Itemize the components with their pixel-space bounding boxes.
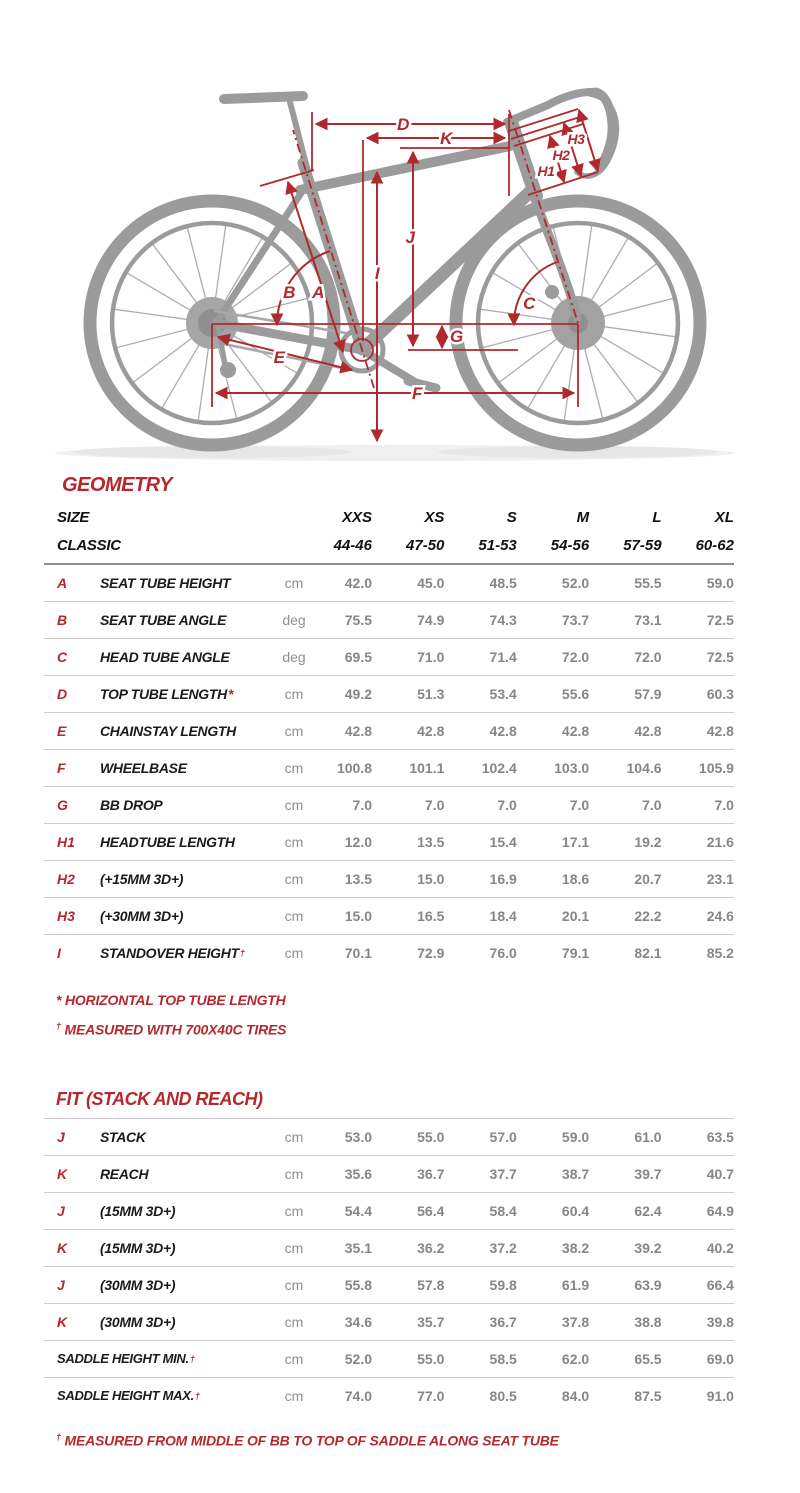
column-header-xs: XS [424,508,445,526]
value-cell: 66.4 [706,1276,734,1293]
value-cell: 71.4 [489,649,517,665]
value-cell: 13.5 [344,871,372,887]
value-cell: 18.4 [489,908,517,924]
value-cell: 76.0 [489,945,517,961]
value-cell: 42.8 [417,723,445,739]
value-cell: 105.9 [698,760,734,776]
value-cell: 103.0 [554,760,590,776]
value-cell: 61.9 [561,1276,590,1293]
row-name: (30MM 3D+) [100,1276,176,1293]
footnote-marker: † [239,948,245,958]
classic-header-label: CLASSIC [57,536,121,554]
geometry-section-title: GEOMETRY [62,474,173,496]
value-cell: 45.0 [417,575,445,591]
fork [534,196,577,318]
geometry-row [44,898,734,935]
row-unit: cm [284,1313,304,1330]
value-cell: 63.5 [706,1128,734,1145]
row-name: BB DROP [100,797,163,813]
row-letter: K [57,1313,68,1330]
top-tube [300,146,510,190]
row-letter: C [57,649,68,665]
value-cell: 74.9 [417,612,445,628]
geometry-table [44,503,734,971]
value-cell: 57.9 [634,686,662,702]
row-name: HEAD TUBE ANGLE [100,649,230,665]
value-cell: 62.0 [561,1350,590,1367]
dimension-label-j: J [405,228,415,247]
row-unit: cm [284,1239,304,1256]
value-cell: 52.0 [561,575,590,591]
row-unit: cm [284,908,304,924]
value-cell: 12.0 [344,834,372,850]
value-cell: 17.1 [561,834,590,850]
value-cell: 69.0 [706,1350,734,1367]
row-name: CHAINSTAY LENGTH [100,723,236,739]
value-cell: 65.5 [634,1350,662,1367]
column-header-s: S [506,508,517,526]
column-header-xxs: XXS [341,508,372,526]
value-cell: 52.0 [344,1350,372,1367]
size-range-xl: 60-62 [695,536,734,554]
value-cell: 23.1 [706,871,734,887]
value-cell: 35.1 [344,1239,372,1256]
size-range-s: 51-53 [478,536,517,554]
value-cell: 84.0 [561,1387,590,1404]
dimension-label-g: G [450,327,463,346]
value-cell: 53.0 [344,1128,372,1145]
row-unit: cm [284,834,304,850]
value-cell: 19.2 [634,834,662,850]
dimension-label-h2: H2 [552,147,570,163]
value-cell: 79.1 [561,945,590,961]
value-cell: 70.1 [344,945,372,961]
value-cell: 20.7 [634,871,662,887]
dimension-label-a: A [312,283,324,302]
geometry-row [44,676,734,713]
row-unit: cm [284,1387,304,1404]
value-cell: 71.0 [417,649,445,665]
fit-footnote: † MEASURED FROM MIDDLE OF BB TO TOP OF SADDLE ALONG SEAT TUBE [56,1431,559,1449]
value-cell: 36.7 [489,1313,517,1330]
row-letter: K [57,1239,68,1256]
geometry-row [44,602,734,639]
value-cell: 85.2 [706,945,734,961]
dimension-label-b: B [283,283,295,302]
geometry-row [44,639,734,676]
geometry-footnotes [56,987,800,1043]
fit-row [44,1193,734,1230]
row-letter: H2 [57,871,75,887]
value-cell: 7.0 [714,797,734,813]
row-unit: cm [284,1165,304,1182]
value-cell: 37.2 [489,1239,517,1256]
value-cell: 42.8 [344,723,372,739]
value-cell: 49.2 [344,686,372,702]
row-unit: cm [284,1128,304,1145]
value-cell: 39.2 [634,1239,662,1256]
row-unit: cm [284,1350,304,1367]
fit-row [44,1119,734,1156]
value-cell: 42.8 [634,723,662,739]
value-cell: 15.4 [489,834,517,850]
value-cell: 72.5 [706,649,734,665]
value-cell: 87.5 [634,1387,662,1404]
fit-section-title: FIT (STACK AND REACH) [56,1088,263,1109]
geometry-row [44,713,734,750]
value-cell: 77.0 [417,1387,445,1404]
row-letter: K [57,1165,68,1182]
row-name: REACH [100,1165,149,1182]
row-name: SADDLE HEIGHT MAX. † [57,1388,200,1404]
fit-table-body [44,1119,734,1414]
value-cell: 51.3 [417,686,445,702]
value-cell: 55.0 [417,1128,445,1145]
geometry-row [44,750,734,787]
saddle [224,96,303,99]
dimension-label-f: F [412,384,422,403]
row-letter: E [57,723,67,739]
value-cell: 55.0 [417,1350,445,1367]
geometry-row [44,565,734,602]
value-cell: 24.6 [706,908,734,924]
row-name: (+30MM 3D+) [100,908,184,924]
row-letter: J [57,1202,65,1219]
row-name: (15MM 3D+) [100,1239,176,1256]
geometry-row [44,824,734,861]
size-range-m: 54-56 [550,536,590,554]
value-cell: 72.0 [561,649,590,665]
value-cell: 102.4 [481,760,517,776]
value-cell: 58.5 [489,1350,517,1367]
seatpost [290,102,307,168]
dimension-label-i: I [374,264,380,283]
value-cell: 61.0 [634,1128,662,1145]
dimension-label-d: D [397,115,409,134]
column-header-m: M [576,508,590,526]
value-cell: 101.1 [409,760,445,776]
row-letter: H1 [57,834,75,850]
fit-table [44,1118,734,1414]
value-cell: 39.8 [706,1313,734,1330]
value-cell: 100.8 [336,760,372,776]
value-cell: 55.5 [634,575,662,591]
geometry-table-body [44,565,734,971]
value-cell: 35.6 [344,1165,372,1182]
value-cell: 72.5 [706,612,734,628]
dimension-label-h1: H1 [537,163,555,179]
value-cell: 60.4 [561,1202,590,1219]
fit-row [44,1230,734,1267]
stem [507,105,548,122]
value-cell: 57.0 [489,1128,517,1145]
value-cell: 73.7 [561,612,590,628]
value-cell: 40.7 [706,1165,734,1182]
row-unit: cm [284,1276,304,1293]
value-cell: 104.6 [626,760,662,776]
value-cell: 38.2 [561,1239,590,1256]
value-cell: 64.9 [706,1202,734,1219]
row-name: TOP TUBE LENGTH * [100,686,234,702]
fit-row [44,1156,734,1193]
row-name: SEAT TUBE HEIGHT [100,575,231,591]
row-letter: J [57,1128,65,1145]
value-cell: 72.9 [417,945,445,961]
size-range-l: 57-59 [623,536,662,554]
value-cell: 73.1 [634,612,662,628]
fit-row [44,1304,734,1341]
value-cell: 53.4 [489,686,517,702]
geometry-row [44,935,734,971]
value-cell: 59.0 [706,575,734,591]
value-cell: 56.4 [417,1202,445,1219]
value-cell: 15.0 [417,871,445,887]
value-cell: 15.0 [344,908,372,924]
row-unit: cm [284,760,304,776]
value-cell: 55.6 [561,686,590,702]
row-name: STACK [100,1128,146,1145]
value-cell: 42.8 [489,723,517,739]
value-cell: 80.5 [489,1387,517,1404]
value-cell: 42.0 [344,575,372,591]
value-cell: 7.0 [424,797,445,813]
row-unit: cm [284,575,304,591]
front-brake-caliper [545,285,559,299]
dimension-label-e: E [273,348,285,367]
dimension-label-c: C [523,294,535,313]
dimension-overlay [212,109,598,441]
row-letter: B [57,612,68,628]
dimension-label-h3: H3 [567,131,585,147]
value-cell: 38.7 [561,1165,590,1182]
size-range-xs: 47-50 [406,536,445,554]
row-name: HEADTUBE LENGTH [100,834,235,850]
value-cell: 91.0 [706,1387,734,1404]
row-unit: cm [284,723,304,739]
row-letter: F [57,760,66,776]
value-cell: 16.9 [489,871,517,887]
value-cell: 34.6 [344,1313,372,1330]
value-cell: 75.5 [344,612,372,628]
value-cell: 7.0 [497,797,517,813]
footnote-marker: † [189,1353,195,1364]
row-name: SEAT TUBE ANGLE [100,612,227,628]
row-letter: J [57,1276,65,1293]
size-range-xxs: 44-46 [333,536,372,554]
value-cell: 40.2 [706,1239,734,1256]
row-unit: cm [284,686,304,702]
row-name: STANDOVER HEIGHT † [100,945,245,961]
row-name: (15MM 3D+) [100,1202,176,1219]
column-header-xl: XL [714,508,734,526]
column-header-l: L [652,508,662,526]
value-cell: 7.0 [642,797,662,813]
row-unit: cm [284,871,304,887]
value-cell: 59.0 [561,1128,590,1145]
size-header-label: SIZE [57,508,90,526]
footnote-tires: † MEASURED WITH 700X40C TIRES [56,1021,287,1038]
value-cell: 59.8 [489,1276,517,1293]
value-cell: 58.4 [489,1202,517,1219]
value-cell: 37.7 [489,1165,517,1182]
value-cell: 69.5 [344,649,372,665]
dimension-label-k: K [440,129,452,148]
value-cell: 38.8 [634,1313,662,1330]
value-cell: 16.5 [417,908,445,924]
value-cell: 7.0 [352,797,372,813]
row-name: SADDLE HEIGHT MIN. † [57,1351,195,1367]
row-letter: I [57,945,61,961]
value-cell: 36.2 [417,1239,445,1256]
value-cell: 63.9 [634,1276,662,1293]
derailleur-cage [220,362,236,378]
row-letter: H3 [57,908,75,924]
row-letter: G [57,797,68,813]
row-unit: deg [282,649,306,665]
row-letter: D [57,686,68,702]
footnote-marker: * [227,686,234,702]
value-cell: 74.3 [489,612,517,628]
value-cell: 39.7 [634,1165,662,1182]
value-cell: 22.2 [634,908,662,924]
value-cell: 13.5 [417,834,445,850]
value-cell: 54.4 [344,1202,372,1219]
row-name: (+15MM 3D+) [100,871,184,887]
value-cell: 48.5 [489,575,517,591]
row-name: (30MM 3D+) [100,1313,176,1330]
value-cell: 18.6 [561,871,590,887]
bike-geometry-diagram [0,0,800,465]
value-cell: 72.0 [634,649,662,665]
value-cell: 20.1 [561,908,590,924]
geometry-row [44,861,734,898]
value-cell: 37.8 [561,1313,590,1330]
value-cell: 42.8 [561,723,590,739]
value-cell: 7.0 [569,797,590,813]
geometry-row [44,787,734,824]
fit-row [44,1341,734,1378]
row-unit: cm [284,797,304,813]
footnote-marker: † [194,1390,200,1401]
value-cell: 62.4 [634,1202,662,1219]
row-letter: A [57,575,68,591]
value-cell: 36.7 [417,1165,445,1182]
geometry-table-header [44,503,734,565]
row-name: WHEELBASE [100,760,187,776]
fit-row [44,1267,734,1304]
value-cell: 55.8 [344,1276,372,1293]
row-unit: cm [284,945,304,961]
value-cell: 21.6 [706,834,734,850]
value-cell: 60.3 [706,686,734,702]
value-cell: 74.0 [344,1387,372,1404]
fit-row [44,1378,734,1414]
value-cell: 57.8 [417,1276,445,1293]
value-cell: 35.7 [417,1313,445,1330]
ground-shadow [55,445,735,461]
row-unit: cm [284,1202,304,1219]
footnote-top-tube: * HORIZONTAL TOP TUBE LENGTH [56,992,286,1008]
value-cell: 82.1 [634,945,662,961]
value-cell: 42.8 [706,723,734,739]
row-unit: deg [282,612,306,628]
